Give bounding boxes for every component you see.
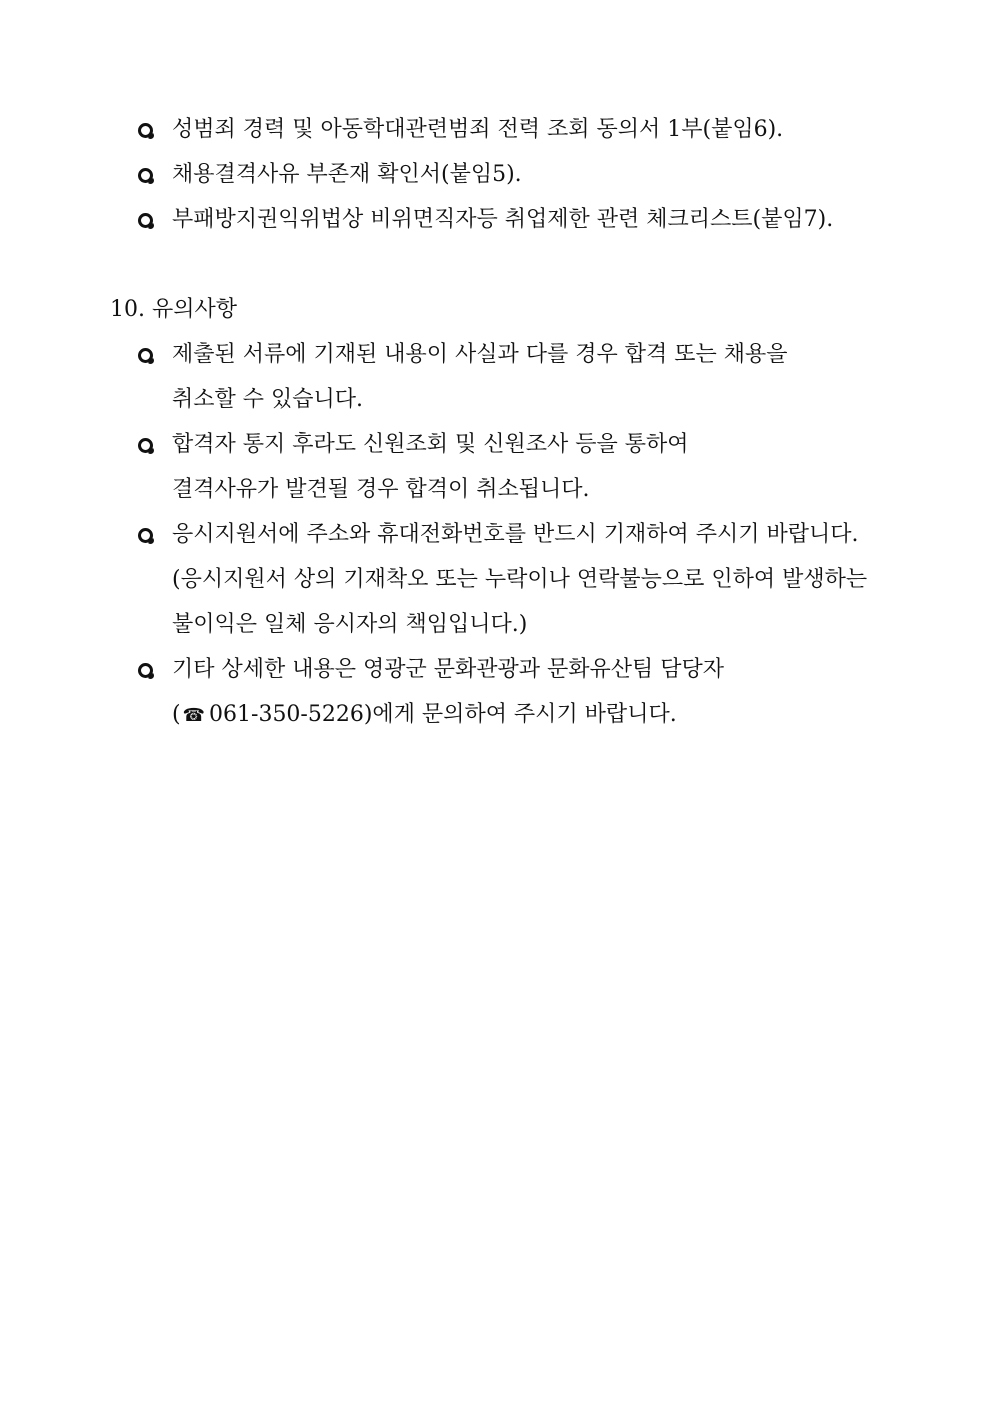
- circle-bullet-icon: [138, 213, 153, 228]
- list-item-text: 취소할 수 있습니다.: [172, 387, 363, 412]
- contact-prefix: (: [172, 702, 181, 727]
- circle-bullet-icon: [138, 168, 153, 183]
- circle-bullet-icon: [138, 123, 153, 138]
- list-item-text: 불이익은 일체 응시자의 책임입니다.): [172, 612, 528, 637]
- contact-text: 061-350-5226)에게 문의하여 주시기 바랍니다.: [209, 702, 677, 727]
- list-item-text: 제출된 서류에 기재된 내용이 사실과 다를 경우 합격 또는 채용을: [172, 342, 788, 367]
- list-item-text: 합격자 통지 후라도 신원조회 및 신원조사 등을 통하여: [172, 432, 689, 457]
- circle-bullet-icon: [138, 528, 153, 543]
- phone-icon: ☎: [182, 705, 206, 726]
- list-item-text: 성범죄 경력 및 아동학대관련범죄 전력 조회 동의서 1부(붙임6).: [172, 117, 784, 142]
- list-item-text: (응시지원서 상의 기재착오 또는 누락이나 연락불능으로 인하여 발생하는: [172, 567, 868, 592]
- list-item-text: 기타 상세한 내용은 영광군 문화관광과 문화유산팀 담당자: [172, 657, 725, 682]
- circle-bullet-icon: [138, 438, 153, 453]
- section-heading: 10. 유의사항: [110, 297, 237, 322]
- list-item-text: 채용결격사유 부존재 확인서(붙임5).: [172, 162, 522, 187]
- list-item-text: 응시지원서에 주소와 휴대전화번호를 반드시 기재하여 주시기 바랍니다.: [172, 522, 859, 547]
- list-item-text: 결격사유가 발견될 경우 합격이 취소됩니다.: [172, 477, 590, 502]
- circle-bullet-icon: [138, 663, 153, 678]
- list-item-text: 부패방지권익위법상 비위면직자등 취업제한 관련 체크리스트(붙임7).: [172, 207, 834, 232]
- contact-line: [172, 700, 677, 731]
- circle-bullet-icon: [138, 348, 153, 363]
